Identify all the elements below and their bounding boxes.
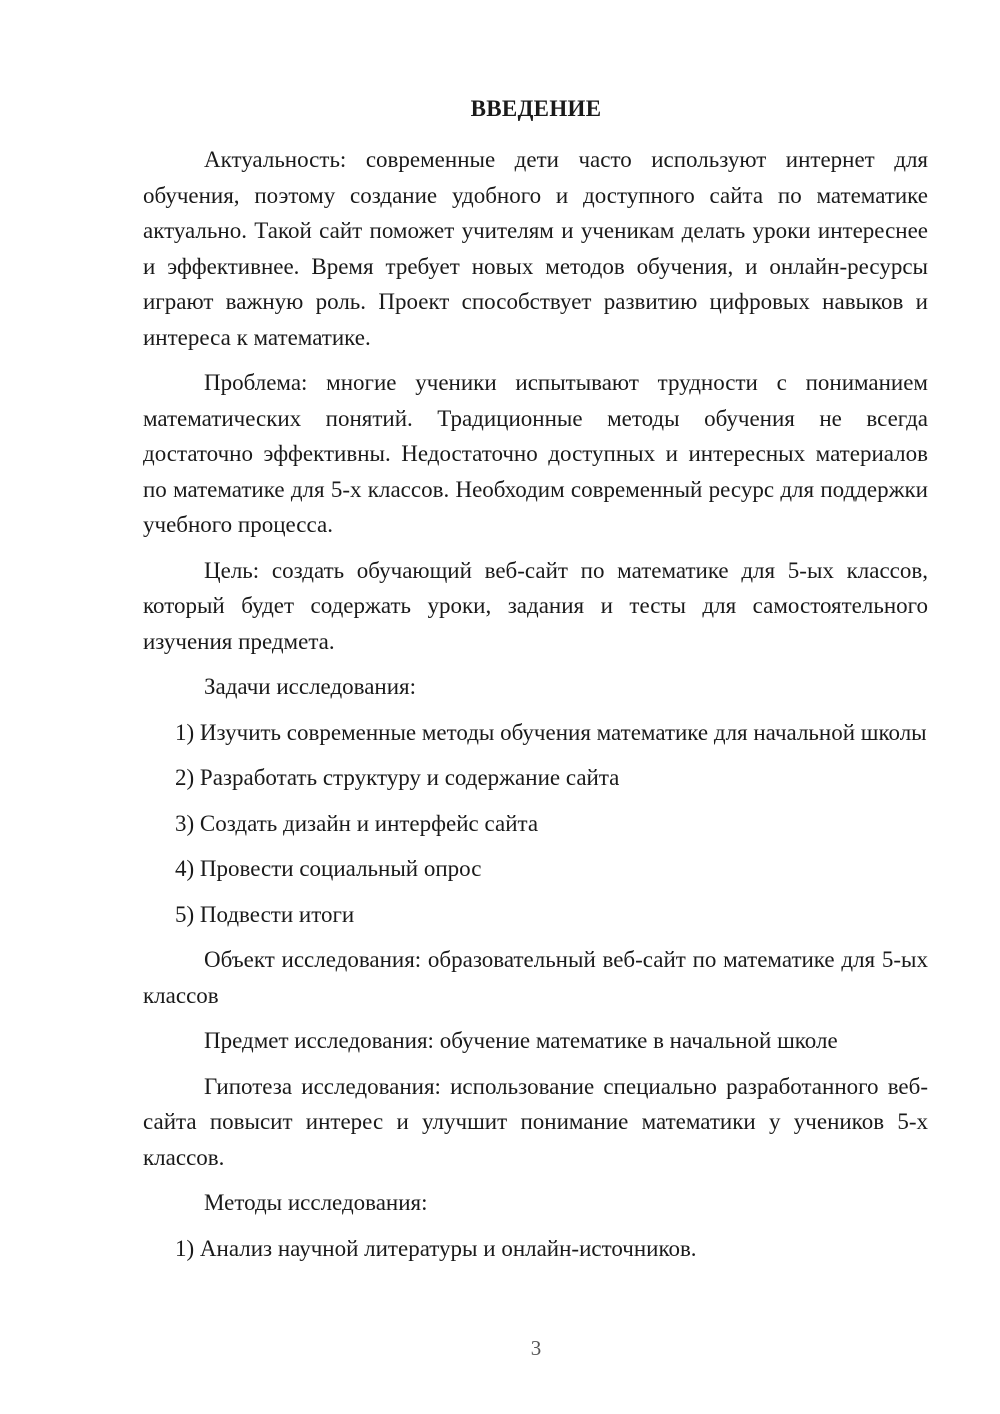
task-item: 4) Провести социальный опрос — [175, 856, 482, 881]
document-body — [143, 142, 928, 1276]
page-title: ВВЕДЕНИЕ — [470, 96, 602, 121]
page-number: 3 — [530, 1336, 542, 1360]
task-item: 3) Создать дизайн и интерфейс сайта — [175, 810, 539, 836]
problem-paragraph: Проблема: многие ученики испытывают трудности с пониманием математических понятий. Традиционные методы обучения не всегда достаточно эффективны. Недостаточно доступных и интересных материалов по математике для 5-х классов. Необходим современный ресурс для поддержки учебного процесса. — [143, 370, 928, 537]
object-paragraph: Объект исследования: образовательный веб-сайт по математике для 5-ых классов — [143, 947, 928, 1008]
relevance-paragraph: Актуальность: современные дети часто используют интернет для обучения, поэтому создание удобного и доступного сайта по математике актуально. Такой сайт поможет учителям и ученикам делать уроки интереснее и эффективнее. Время требует новых методов обучения, и онлайн-ресурсы играют важную роль. Проект способствует развитию цифровых навыков и интереса к математике. — [143, 147, 928, 350]
subject-paragraph: Предмет исследования: обучение математике в начальной школе — [204, 1028, 838, 1053]
goal-paragraph: Цель: создать обучающий веб-сайт по математике для 5-ых классов, который будет содержать уроки, задания и тесты для самостоятельного изучения предмета. — [143, 557, 928, 654]
task-item: 1) Изучить современные методы обучения математике для начальной школы — [175, 719, 927, 745]
hypothesis-paragraph: Гипотеза исследования: использование специально разработанного веб-сайта повысит интерес и улучшит понимание математики у учеников 5-х классов. — [143, 1073, 928, 1170]
method-item: 1) Анализ научной литературы и онлайн-источников. — [175, 1235, 697, 1261]
tasks-heading: Задачи исследования: — [204, 674, 417, 699]
methods-heading: Методы исследования: — [204, 1190, 428, 1215]
task-item: 2) Разработать структуру и содержание сайта — [175, 765, 620, 790]
task-item: 5) Подвести итоги — [175, 901, 355, 927]
